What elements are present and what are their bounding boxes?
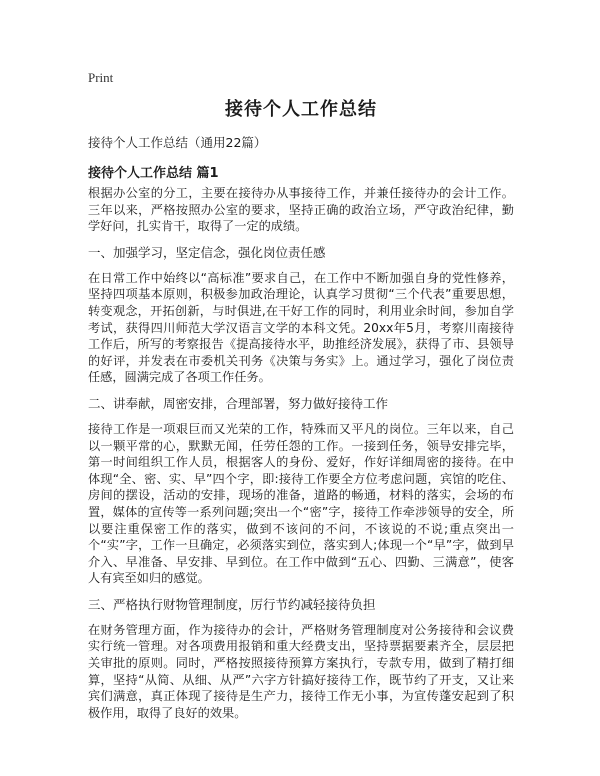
body-paragraph: 根据办公室的分工，主要在接待办从事接待工作，并兼任接待办的会计工作。三年以来，严格按照办公室的要求，坚持正确的政治立场，严守政治纪律，勤学好问，扎实肯干，取得了一定的成绩。: [88, 186, 514, 234]
document-body: [88, 185, 514, 730]
section-heading: 二、讲奉献，周密安排，合理部署，努力做好接待工作: [88, 395, 389, 411]
body-paragraph: 在财务管理方面，作为接待办的会计，严格财务管理制度对公务接待和会议费实行统一管理。对各项费用报销和重大经费支出，坚持票据要素齐全，层层把关审批的原则。同时，严格按照接待预算方案执行，专款专用，做到了精打细算，坚持“从简、从细、从严”六字方针搞好接待工作，既节约了开支，又让来宾们满意，真正体现了接待是生产力，接待工作无小事，为宣传蓬安起到了积极作用，取得了良好的效果。: [88, 622, 514, 720]
body-paragraph: 接待工作是一项艰巨而又光荣的工作，特殊而又平凡的岗位。三年以来，自己以一颗平常的心，默默无闻，任劳任怨的工作。一接到任务，领导安排完毕，第一时间组织工作人员，根据客人的身份、爱好，作好详细周密的接待。在中体现“全、密、实、早”四个字，即:接待工作要全方位考虑问题，宾馆的吃住、房间的摆设，活动的安排，现场的准备，道路的畅通，材料的落实，会场的布置，媒体的宣传等一系列问题;突出一个“密”字，接待工作牵涉领导的安全，所以要注重保密工作的落实，做到不该问的不问，不该说的不说;重点突出一个“实”字，工作一旦确定，必须落实到位，落实到人;体现一个“早”字，做到早介入、早准备、早安排、早到位。在工作中做到“五心、四勤、三满意”，使客人有宾至如归的感觉。: [88, 421, 514, 586]
section-heading: 三、严格执行财物管理制度，厉行节约减轻接待负担: [88, 596, 376, 612]
section-title: 接待个人工作总结 篇1: [88, 166, 219, 181]
section-heading: 一、加强学习，坚定信念，强化岗位责任感: [88, 244, 326, 260]
document-title: 接待个人工作总结: [225, 99, 377, 120]
document-subtitle: 接待个人工作总结（通用22篇）: [88, 135, 267, 150]
body-paragraph: 在日常工作中始终以“高标准”要求自己，在工作中不断加强自身的党性修养，坚持四项基本原则，积极参加政治理论，认真学习贯彻“三个代表”重要思想，转变观念，开拓创新，与时俱进,在干好工作的同时，利用业余时间，参加自学考试，获得四川师范大学汉语言文学的本科文凭。20xx年5月，考察川南接待工作后，所写的考察报告《提高接待水平，助推经济发展》，获得了市、县领导的好评，并发表在市委机关刊务《决策与务实》上。通过学习，强化了岗位责任感，圆满完成了各项工作任务。: [88, 270, 514, 385]
print-label[interactable]: Print: [88, 70, 114, 85]
